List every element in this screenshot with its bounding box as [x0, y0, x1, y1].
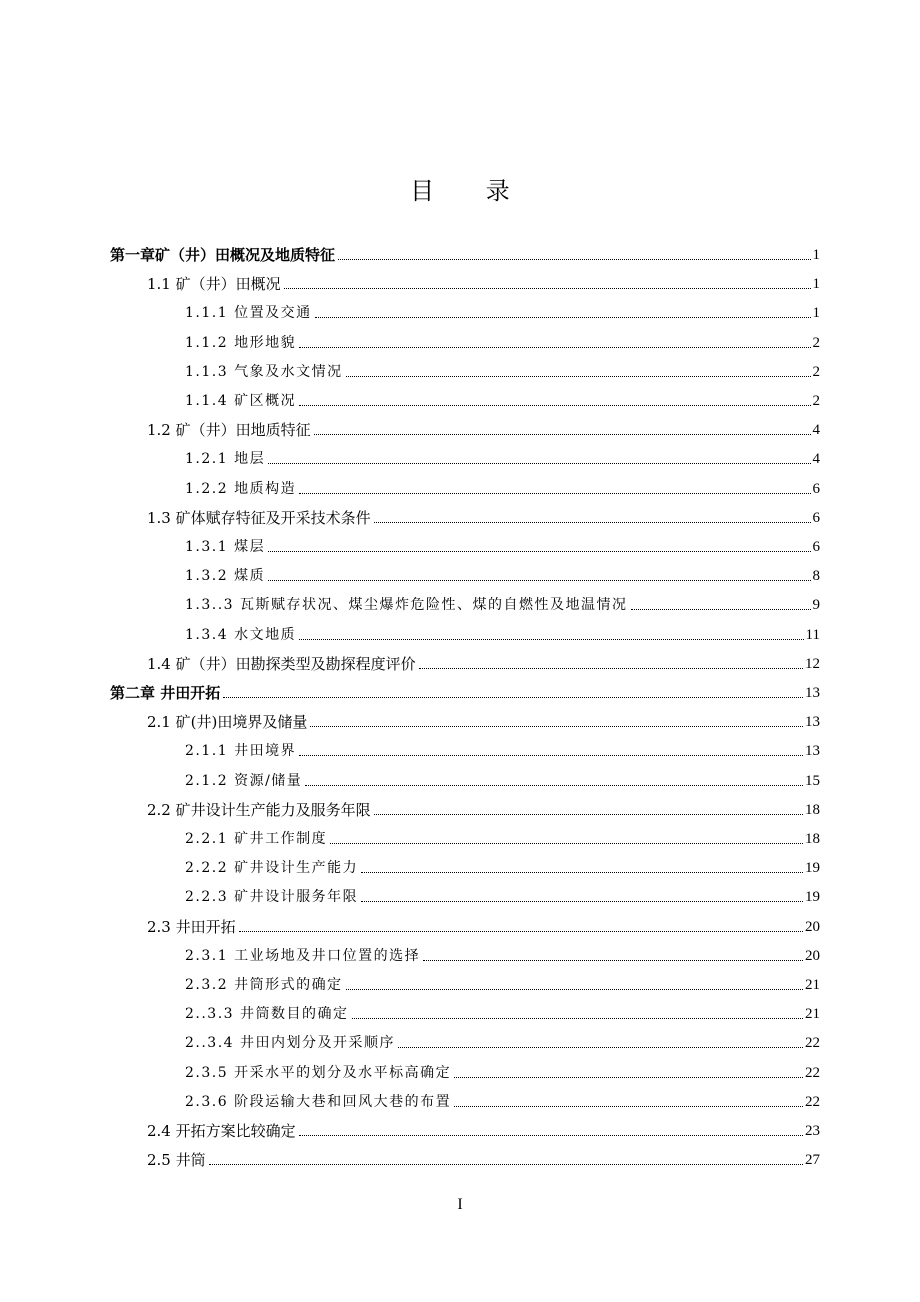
- toc-dot-leader: [223, 697, 803, 698]
- toc-dot-leader: [315, 317, 811, 318]
- toc-entry-page: 19: [805, 889, 820, 906]
- toc-entry-page: 6: [812, 539, 820, 555]
- toc-entry-page: 21: [805, 977, 820, 993]
- toc-dot-leader: [454, 1106, 803, 1107]
- toc-entry-page: 2: [812, 363, 820, 380]
- toc-entry[interactable]: [185, 440, 820, 469]
- toc-entry-label: 第二章 井田开拓: [110, 684, 221, 702]
- toc-dot-leader: [338, 259, 810, 260]
- toc-entry-label: 2.2 矿井设计生产能力及服务年限: [147, 800, 371, 819]
- toc-entry-page: 1: [812, 247, 820, 263]
- toc-entry[interactable]: [110, 236, 820, 265]
- toc-entry-label: 1.3.2 煤质: [185, 568, 266, 585]
- toc-dot-leader: [268, 463, 810, 464]
- toc-entry-label: 2.4 开拓方案比较确定: [147, 1122, 296, 1140]
- toc-entry-page: 20: [805, 947, 820, 964]
- toc-entry[interactable]: [147, 1141, 820, 1170]
- toc-entry-label: 2..3.3 井筒数目的确定: [185, 1006, 349, 1023]
- toc-entry-page: 15: [805, 772, 820, 789]
- toc-entry-page: 19: [805, 860, 820, 877]
- toc-entry[interactable]: [185, 470, 820, 499]
- toc-entry-label: 第一章矿（井）田概况及地质特征: [110, 246, 336, 264]
- toc-entry-label: 2.3 井田开拓: [147, 917, 236, 936]
- toc-dot-leader: [631, 609, 811, 610]
- toc-dot-leader: [346, 376, 811, 377]
- toc-entry-label: 2.3.2 井筒形式的确定: [185, 977, 343, 993]
- toc-dot-leader: [310, 726, 803, 727]
- toc-entry[interactable]: [185, 1024, 820, 1053]
- toc-entry-page: 13: [805, 685, 820, 701]
- toc-dot-leader: [374, 814, 803, 815]
- toc-entry-page: 1: [812, 305, 820, 322]
- toc-entry[interactable]: [185, 849, 820, 878]
- toc-entry-label: 1.1.2 地形地貌: [185, 334, 297, 351]
- toc-entry-page: 18: [805, 831, 820, 847]
- toc-entry[interactable]: [185, 353, 820, 382]
- toc-entry[interactable]: [185, 732, 820, 761]
- toc-dot-leader: [314, 434, 811, 435]
- toc-entry-label: 1.3.1 煤层: [185, 539, 266, 555]
- toc-entry[interactable]: [147, 1112, 820, 1141]
- toc-entry-page: 8: [812, 568, 820, 585]
- toc-entry-page: 21: [805, 1006, 820, 1023]
- page-title: 目 录: [410, 177, 532, 205]
- toc-entry-label: 2.5 井筒: [147, 1151, 206, 1170]
- toc-entry-label: 1.3.4 水文地质: [185, 626, 297, 643]
- toc-entry[interactable]: [185, 820, 820, 849]
- toc-dot-leader: [299, 493, 810, 494]
- toc-entry[interactable]: [185, 586, 820, 615]
- toc-entry-page: 6: [812, 480, 820, 497]
- toc-entry[interactable]: [147, 265, 820, 294]
- toc-dot-leader: [268, 580, 810, 581]
- toc-entry-label: 1.3..3 瓦斯赋存状况、煤尘爆炸危险性、煤的自燃性及地温情况: [185, 597, 628, 614]
- toc-entry-page: 2: [812, 334, 820, 351]
- toc-entry-label: 1.4 矿（井）田勘探类型及勘探程度评价: [147, 654, 416, 673]
- toc-entry-page: 20: [805, 918, 820, 935]
- toc-entry-label: 1.1.1 位置及交通: [185, 305, 312, 322]
- toc-entry-page: 6: [812, 509, 820, 526]
- toc-entry-page: 22: [805, 1064, 820, 1081]
- toc-entry[interactable]: [110, 674, 820, 703]
- toc-entry-label: 1.2 矿（井）田地质特征: [147, 421, 311, 440]
- toc-entry[interactable]: [185, 762, 820, 791]
- toc-dot-leader: [352, 1018, 803, 1019]
- toc-entry[interactable]: [147, 703, 820, 732]
- toc-entry-page: 27: [805, 1152, 820, 1169]
- toc-entry-label: 1.3 矿体赋存特征及开采技术条件: [147, 508, 371, 527]
- toc-entry[interactable]: [185, 878, 820, 907]
- toc-entry-page: 9: [812, 597, 820, 614]
- toc-entry-page: 22: [805, 1035, 820, 1052]
- toc-entry-label: 1.1.4 矿区概况: [185, 393, 297, 409]
- toc-entry[interactable]: [147, 645, 820, 674]
- toc-entry[interactable]: [185, 966, 820, 995]
- toc-dot-leader: [361, 901, 803, 902]
- toc-dot-leader: [398, 1047, 803, 1048]
- toc-dot-leader: [454, 1077, 803, 1078]
- toc-entry-page: 13: [805, 714, 820, 731]
- toc-entry-page: 4: [812, 451, 820, 468]
- toc-entry-label: 1.2.2 地质构造: [185, 480, 297, 497]
- toc-dot-leader: [423, 960, 803, 961]
- toc-entry-label: 1.1 矿（井）田概况: [147, 275, 281, 294]
- toc-entry[interactable]: [147, 411, 820, 440]
- toc-dot-leader: [346, 989, 803, 990]
- toc-entry[interactable]: [147, 908, 820, 937]
- toc-entry[interactable]: [185, 294, 820, 323]
- toc-dot-leader: [305, 785, 803, 786]
- toc-entry[interactable]: [185, 528, 820, 557]
- toc-entry[interactable]: [185, 382, 820, 411]
- toc-dot-leader: [299, 405, 810, 406]
- toc-dot-leader: [299, 347, 810, 348]
- toc-entry-label: 2.1.2 资源/储量: [185, 772, 303, 789]
- toc-entry[interactable]: [185, 1054, 820, 1083]
- toc-entry-page: 23: [805, 1123, 820, 1139]
- toc-entry[interactable]: [185, 937, 820, 966]
- toc-entry[interactable]: [147, 499, 820, 528]
- toc-entry-page: 4: [812, 422, 820, 439]
- toc-entry-label: 2.1 矿(井)田境界及储量: [147, 713, 308, 732]
- toc-entry-label: 1.1.3 气象及水文情况: [185, 363, 343, 380]
- toc-entry-label: 2.2.2 矿井设计生产能力: [185, 860, 359, 877]
- toc-entry-page: 18: [805, 801, 820, 818]
- toc-dot-leader: [299, 639, 803, 640]
- toc-dot-leader: [419, 668, 803, 669]
- toc-entry-label: 2..3.4 井田内划分及开采顺序: [185, 1035, 396, 1052]
- toc-entry-label: 2.3.1 工业场地及井口位置的选择: [185, 947, 421, 964]
- toc-entry[interactable]: [147, 791, 820, 820]
- toc-entry[interactable]: [185, 557, 820, 586]
- toc-entry-label: 2.2.3 矿井设计服务年限: [185, 889, 359, 906]
- toc-entry[interactable]: [185, 616, 820, 645]
- toc-entry[interactable]: [185, 995, 820, 1024]
- toc-entry[interactable]: [185, 324, 820, 353]
- toc-dot-leader: [361, 872, 803, 873]
- toc-entry-page: 22: [805, 1093, 820, 1110]
- toc-dot-leader: [239, 931, 803, 932]
- toc-entry-label: 2.3.6 阶段运输大巷和回风大巷的布置: [185, 1093, 452, 1110]
- toc-dot-leader: [330, 843, 803, 844]
- toc-dot-leader: [284, 288, 811, 289]
- toc-entry-page: 12: [805, 655, 820, 672]
- toc-entry-page: 11: [805, 626, 820, 643]
- toc-entry-label: 2.1.1 井田境界: [185, 743, 297, 760]
- toc-entry-page: 1: [812, 276, 820, 293]
- toc-entry-label: 1.2.1 地层: [185, 451, 266, 468]
- toc-entry-page: 13: [805, 743, 820, 760]
- toc-dot-leader: [374, 522, 811, 523]
- toc-entry-label: 2.3.5 开采水平的划分及水平标高确定: [185, 1064, 452, 1081]
- toc-entry[interactable]: [185, 1083, 820, 1112]
- toc-entry-label: 2.2.1 矿井工作制度: [185, 831, 328, 847]
- toc-entry-page: 2: [812, 393, 820, 409]
- toc-dot-leader: [299, 1135, 803, 1136]
- toc-dot-leader: [268, 551, 810, 552]
- toc-dot-leader: [209, 1164, 803, 1165]
- toc-dot-leader: [299, 755, 803, 756]
- page-number: I: [457, 1196, 463, 1213]
